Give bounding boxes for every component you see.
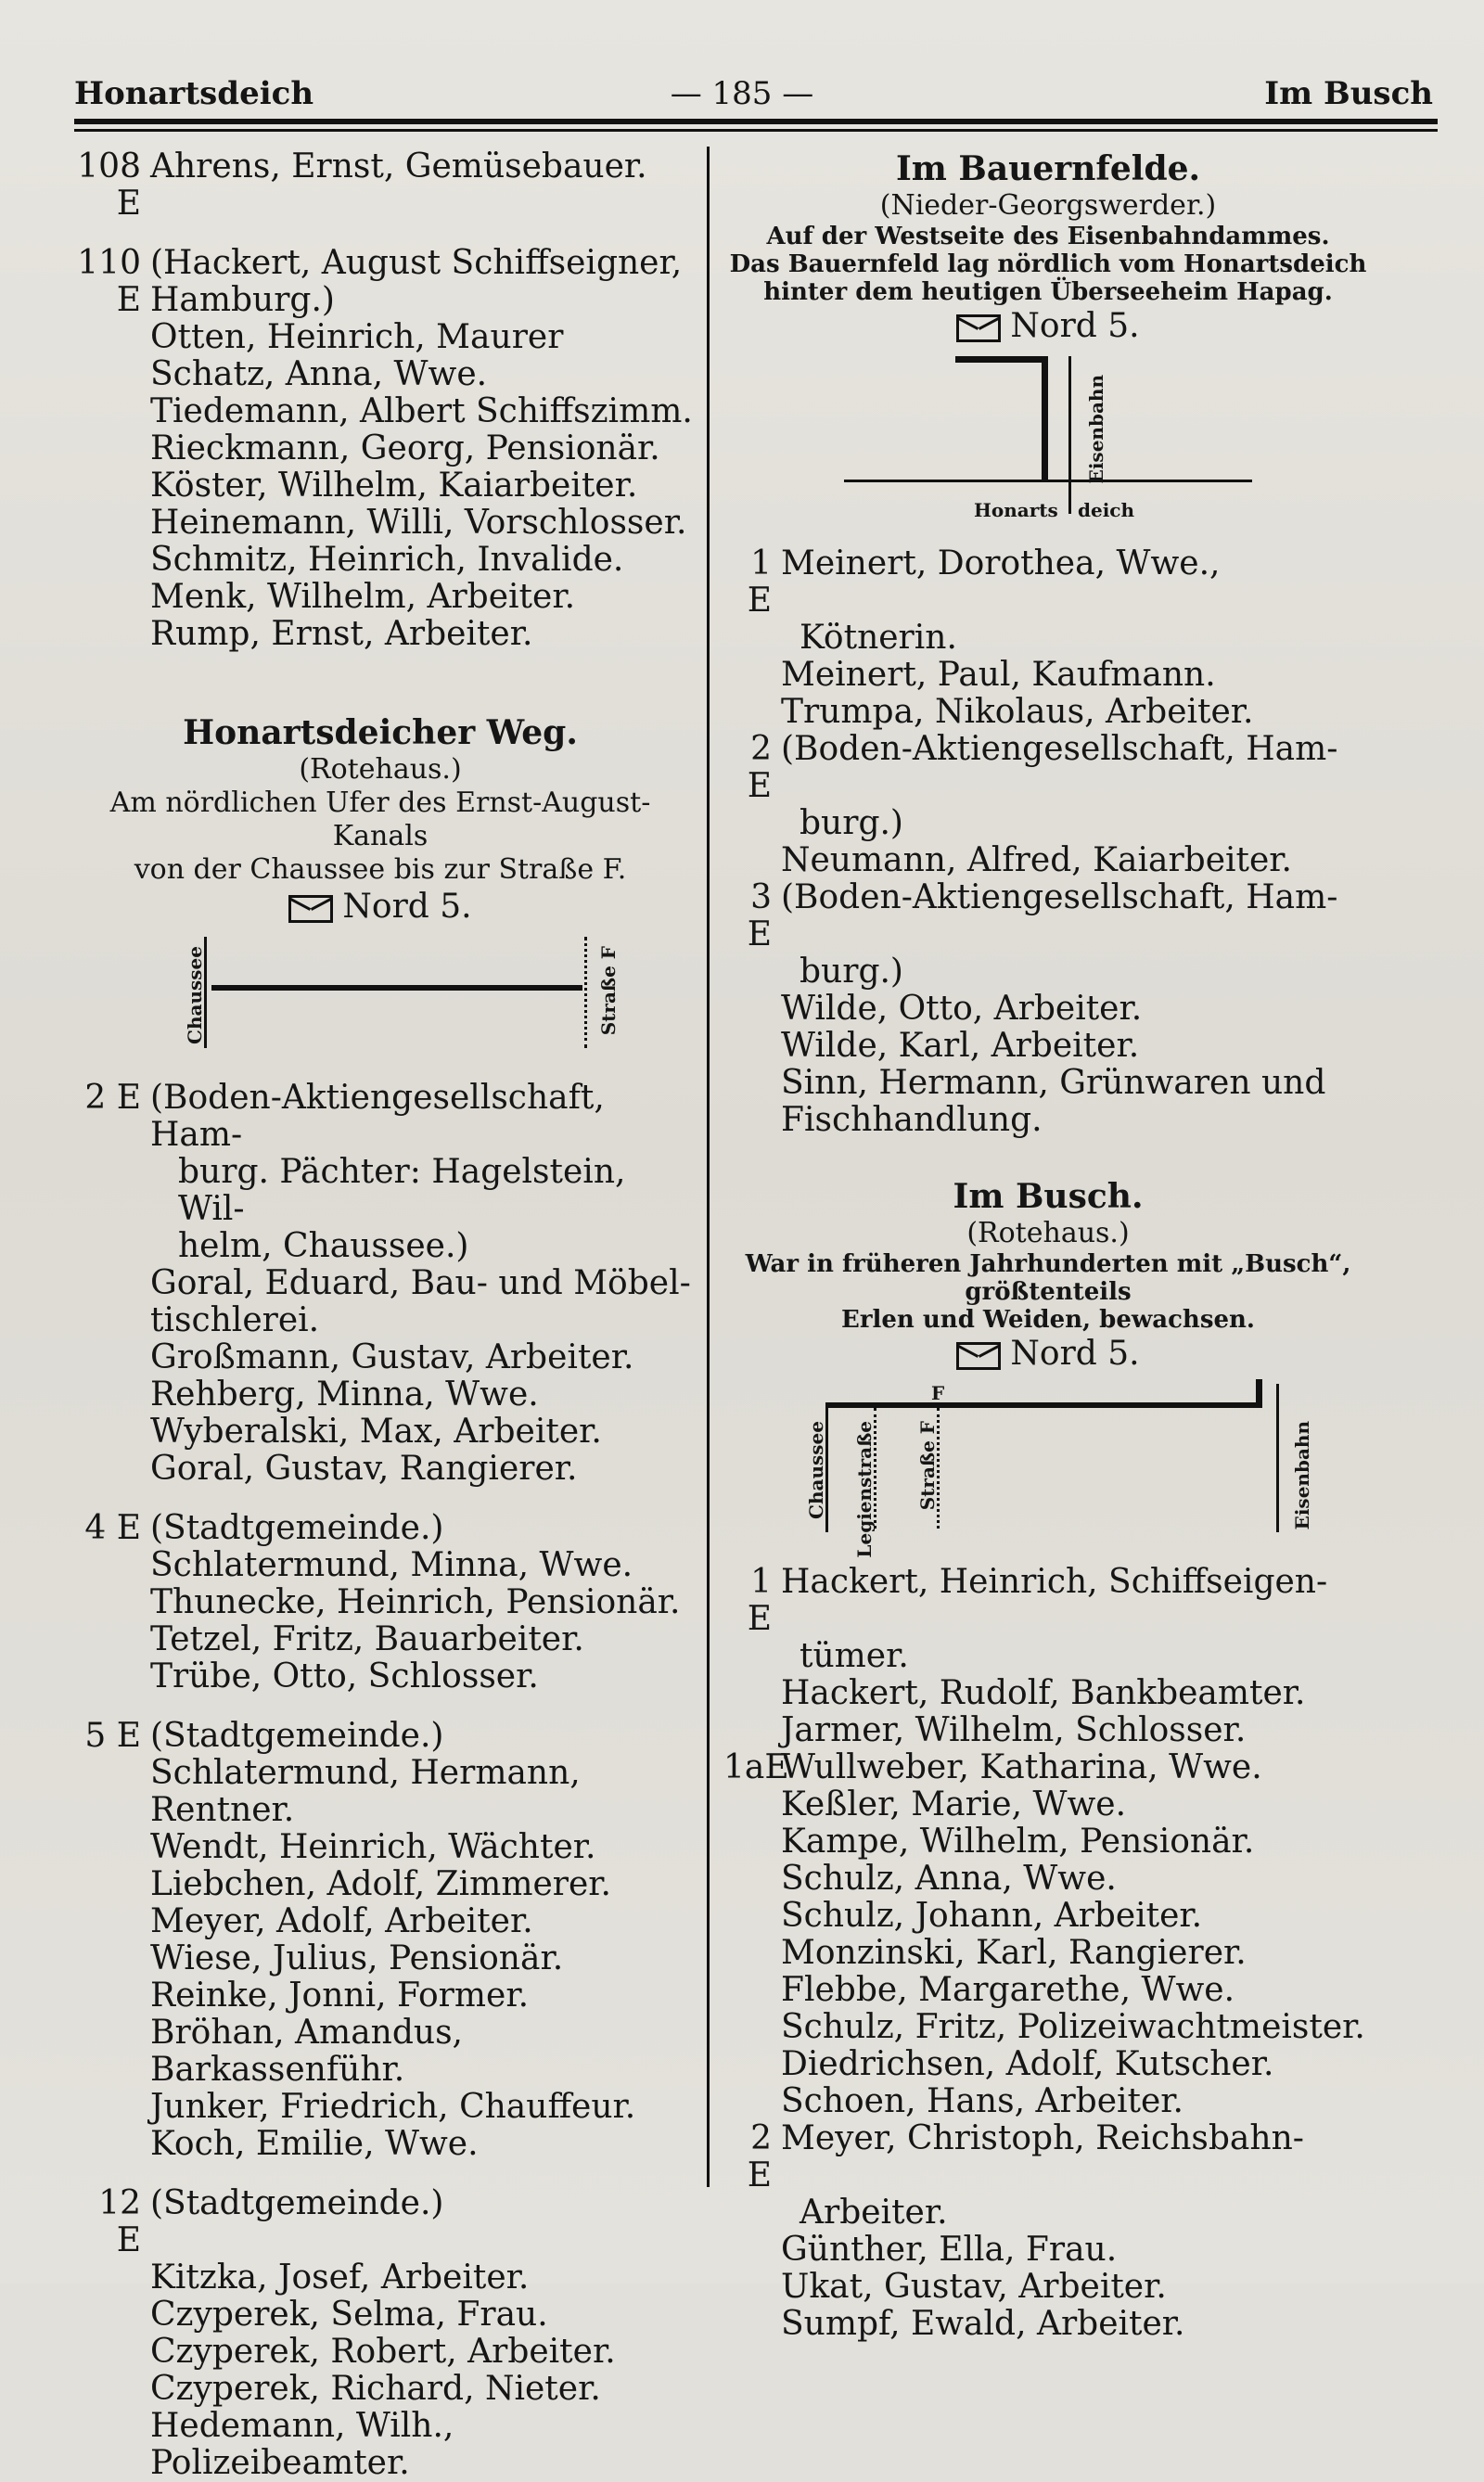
- map-field-side: [1042, 356, 1048, 481]
- resident-list: [65, 2259, 696, 2482]
- resident: Wyberalski, Max, Arbeiter.: [150, 1413, 602, 1451]
- map-label: Eisenbahn: [1085, 375, 1107, 484]
- resident: Kitzka, Josef, Arbeiter.: [150, 2258, 530, 2296]
- owner: (Hackert, August Schiffseigner, Hamburg.): [150, 244, 683, 319]
- header-rule-thin: [74, 129, 1438, 132]
- entry-3: [723, 879, 1373, 953]
- resident: Goral, Gustav, Rangierer.: [150, 1450, 578, 1488]
- resident: Czyperek, Richard, Nieter.: [150, 2370, 601, 2408]
- resident: Wilde, Karl, Arbeiter.: [781, 1027, 1140, 1065]
- section-title: Im Bauernfelde.: [895, 149, 1201, 188]
- resident: Ukat, Gustav, Arbeiter.: [781, 2268, 1167, 2306]
- column-divider: [707, 147, 710, 2187]
- resident: Czyperek, Robert, Arbeiter.: [150, 2333, 616, 2371]
- owner-cont: helm, Chaussee.): [178, 1227, 469, 1265]
- map-label: Straße F: [916, 1421, 939, 1511]
- owner: (Boden-Aktiengesellschaft, Ham-: [781, 878, 1338, 916]
- resident: Goral, Eduard, Bau- und Möbel-: [150, 1264, 691, 1302]
- resident-list: [723, 1675, 1373, 1749]
- section-description: Am nördlichen Ufer des Ernst-August-Kanals: [109, 787, 651, 852]
- postal-district: [723, 1334, 1373, 1375]
- resident-list: [723, 2232, 1373, 2343]
- resident: Hackert, Heinrich, Schiffseigen-: [781, 1563, 1328, 1601]
- resident: tischlerei.: [150, 1301, 320, 1339]
- resident: Hackert, Rudolf, Bankbeamter.: [781, 1674, 1306, 1712]
- house-number: 3 E: [747, 878, 772, 953]
- map-label: Honarts: [974, 499, 1058, 521]
- resident: Otten, Heinrich, Maurer: [150, 318, 564, 356]
- resident: Trübe, Otto, Schlosser.: [150, 1657, 539, 1695]
- resident: Schulz, Johann, Arbeiter.: [781, 1897, 1203, 1935]
- entry-2: [723, 731, 1373, 805]
- owner: (Stadtgemeinde.): [150, 1717, 444, 1755]
- resident: Schulz, Anna, Wwe.: [781, 1860, 1117, 1898]
- envelope-icon: [956, 314, 1001, 342]
- resident: Sinn, Hermann, Grünwaren und: [781, 1064, 1326, 1102]
- resident: Großmann, Gustav, Arbeiter.: [150, 1338, 634, 1376]
- resident: Jarmer, Wilhelm, Schlosser.: [781, 1711, 1247, 1749]
- entry-12: [65, 2185, 696, 2259]
- resident-cont: Kötnerin.: [800, 619, 957, 657]
- house-number: 1 E: [747, 1563, 772, 1638]
- entry-1: [723, 545, 1373, 620]
- resident: Diedrichsen, Adolf, Kutscher.: [781, 2045, 1274, 2083]
- section-description: Das Bauernfeld lag nördlich vom Honartsdeich: [729, 250, 1367, 278]
- resident: Menk, Wilhelm, Arbeiter.: [150, 578, 576, 616]
- section-subtitle: (Rotehaus.): [966, 1217, 1130, 1249]
- running-head-left: Honartsdeich: [74, 75, 314, 112]
- map-eisenbahn-line: [1068, 356, 1071, 514]
- resident-list: [723, 657, 1373, 731]
- street-map: [844, 347, 1252, 523]
- entry-110: [65, 245, 696, 319]
- section-title: Honartsdeicher Weg.: [183, 713, 578, 752]
- map-end-bar: [1256, 1379, 1262, 1408]
- running-head-right: Im Busch: [1264, 75, 1433, 112]
- house-number: 1aE: [723, 1748, 789, 1786]
- resident: Rieckmann, Georg, Pensionär.: [150, 429, 660, 467]
- resident: Schlatermund, Minna, Wwe.: [150, 1546, 633, 1584]
- map-street-line: [211, 985, 582, 991]
- resident: Czyperek, Selma, Frau.: [150, 2296, 548, 2334]
- resident: Wendt, Heinrich, Wächter.: [150, 1828, 596, 1866]
- resident: Neumann, Alfred, Kaiarbeiter.: [781, 841, 1293, 879]
- owner: (Stadtgemeinde.): [150, 2184, 444, 2222]
- resident: Meinert, Paul, Kaufmann.: [781, 656, 1216, 694]
- resident: Köster, Wilhelm, Kaiarbeiter.: [150, 467, 638, 505]
- section-subtitle: (Rotehaus.): [299, 753, 462, 786]
- resident-list: [65, 319, 696, 653]
- resident: Thunecke, Heinrich, Pensionär.: [150, 1583, 681, 1621]
- section-subtitle: (Nieder-Georgswerder.): [879, 189, 1217, 222]
- resident: Schatz, Anna, Wwe.: [150, 355, 488, 393]
- resident: Meinert, Dorothea, Wwe.,: [781, 544, 1221, 582]
- left-column: [65, 148, 696, 2482]
- house-number: 5 E: [84, 1717, 141, 1755]
- section-description: hinter dem heutigen Überseeheim Hapag.: [763, 278, 1333, 306]
- section-description: War in früheren Jahrhunderten mit „Busch“, größtenteils: [745, 1250, 1351, 1306]
- resident: Wiese, Julius, Pensionär.: [150, 1939, 564, 1977]
- resident: Wullweber, Katharina, Wwe.: [781, 1748, 1262, 1786]
- map-eisenbahn-line: [1276, 1384, 1279, 1532]
- resident: Schmitz, Heinrich, Invalide.: [150, 541, 624, 579]
- street-map: [148, 928, 620, 1057]
- resident: Flebbe, Margarethe, Wwe.: [781, 1971, 1235, 2009]
- resident-list: [723, 842, 1373, 879]
- street-map: [788, 1375, 1313, 1558]
- map-label: Eisenbahn: [1291, 1421, 1313, 1530]
- resident-list: [723, 991, 1373, 1139]
- map-im-busch-line: [825, 1402, 1261, 1408]
- resident: Schoen, Hans, Arbeiter.: [781, 2082, 1184, 2120]
- owner: (Boden-Aktiengesellschaft, Ham-: [781, 730, 1338, 768]
- map-label: Chaussee: [184, 946, 206, 1044]
- resident: Ahrens, Ernst, Gemüsebauer.: [150, 147, 647, 186]
- resident: Hedemann, Wilh., Polizeibeamter.: [150, 2407, 454, 2482]
- resident: Trumpa, Nikolaus, Arbeiter.: [781, 693, 1254, 731]
- map-label: deich: [1078, 499, 1135, 521]
- resident: Rehberg, Minna, Wwe.: [150, 1375, 539, 1414]
- owner-cont: burg.): [800, 804, 903, 842]
- map-label: F: [931, 1382, 945, 1404]
- resident: Monzinski, Karl, Rangierer.: [781, 1934, 1247, 1972]
- section-description: Auf der Westseite des Eisenbahndammes.: [766, 223, 1330, 250]
- resident: Schlatermund, Hermann, Rentner.: [150, 1754, 581, 1829]
- right-column: [723, 148, 1373, 2343]
- owner-cont: burg. Pächter: Hagelstein, Wil-: [178, 1153, 626, 1228]
- house-number: 2 E: [84, 1079, 141, 1117]
- entry-1: [723, 1564, 1373, 1638]
- resident: Tiedemann, Albert Schiffszimm.: [150, 392, 693, 430]
- house-number: 1 E: [747, 544, 772, 620]
- entry-5: [65, 1718, 696, 1755]
- house-number: 108 E: [77, 147, 141, 223]
- entry-2: [723, 2120, 1373, 2194]
- house-number: 4 E: [84, 1509, 141, 1547]
- postal-label: Nord 5.: [342, 888, 472, 926]
- postal-district: [723, 306, 1373, 347]
- page-number: — 185 —: [670, 75, 814, 112]
- resident-cont: tümer.: [800, 1637, 909, 1675]
- resident: Fischhandlung.: [781, 1101, 1043, 1139]
- map-honartsdeich-line: [844, 480, 1252, 482]
- resident: Junker, Friedrich, Chauffeur.: [150, 2088, 636, 2126]
- entry-2: [65, 1080, 696, 1154]
- map-field-top: [955, 356, 1048, 363]
- entry-4: [65, 1510, 696, 1547]
- map-label: Straße F: [597, 946, 620, 1036]
- resident-cont: Arbeiter.: [800, 2194, 948, 2232]
- resident: Keßler, Marie, Wwe.: [781, 1785, 1127, 1823]
- postal-label: Nord 5.: [1010, 1335, 1140, 1373]
- envelope-icon: [956, 1342, 1001, 1370]
- resident: Koch, Emilie, Wwe.: [150, 2125, 479, 2163]
- section-title: Im Busch.: [953, 1177, 1144, 1216]
- map-label: Chaussee: [805, 1421, 827, 1519]
- house-number: 2 E: [747, 2119, 772, 2194]
- house-number: 2 E: [747, 730, 772, 805]
- resident-list: [723, 1786, 1373, 2120]
- envelope-icon: [288, 895, 333, 923]
- section-description: von der Chaussee bis zur Straße F.: [134, 853, 627, 886]
- owner: (Stadtgemeinde.): [150, 1509, 444, 1547]
- map-strasse-f-line: [584, 937, 587, 1048]
- resident: Meyer, Adolf, Arbeiter.: [150, 1902, 533, 1940]
- resident-list: [65, 1265, 696, 1488]
- resident: Wilde, Otto, Arbeiter.: [781, 990, 1143, 1028]
- resident-list: [65, 1755, 696, 2163]
- resident: Sumpf, Ewald, Arbeiter.: [781, 2305, 1185, 2343]
- house-number: 12 E: [98, 2184, 141, 2259]
- house-number: 110 E: [77, 244, 141, 319]
- resident: Reinke, Jonni, Former.: [150, 1977, 530, 2015]
- map-label: Legienstraße: [853, 1421, 876, 1558]
- resident: Meyer, Christoph, Reichsbahn-: [781, 2119, 1304, 2157]
- section-description: Erlen und Weiden, bewachsen.: [841, 1306, 1255, 1334]
- resident: Schulz, Fritz, Polizeiwachtmeister.: [781, 2008, 1365, 2046]
- resident: Bröhan, Amandus, Barkassenführ.: [150, 2014, 463, 2089]
- entry-1a: [723, 1749, 1373, 1786]
- resident: Liebchen, Adolf, Zimmerer.: [150, 1865, 611, 1903]
- header-rule-thick: [74, 119, 1438, 124]
- resident-list: [65, 1547, 696, 1695]
- resident: Kampe, Wilhelm, Pensionär.: [781, 1823, 1255, 1861]
- owner-cont: burg.): [800, 953, 903, 991]
- resident: Rump, Ernst, Arbeiter.: [150, 615, 533, 653]
- resident: Heinemann, Willi, Vorschlosser.: [150, 504, 687, 542]
- entry-108: [65, 148, 696, 223]
- owner: (Boden-Aktiengesellschaft, Ham-: [150, 1079, 605, 1154]
- postal-district: [65, 887, 696, 928]
- resident: Tetzel, Fritz, Bauarbeiter.: [150, 1620, 584, 1658]
- postal-label: Nord 5.: [1010, 307, 1140, 345]
- resident: Günther, Ella, Frau.: [781, 2231, 1118, 2269]
